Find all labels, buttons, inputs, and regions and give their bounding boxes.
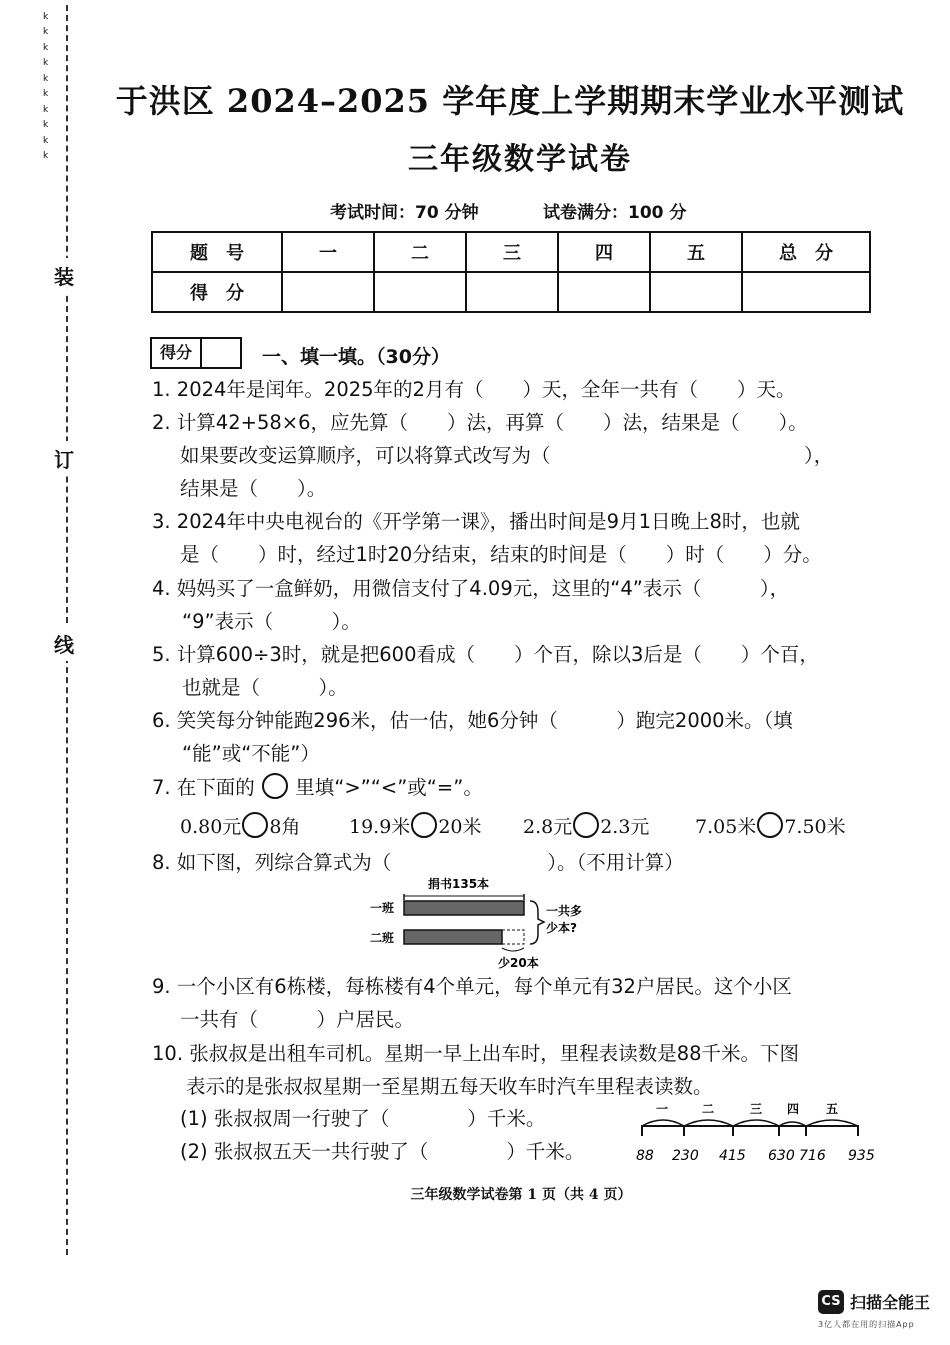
odometer-day-label: 二 [702, 1102, 715, 1116]
odometer-reading: 935 [848, 1148, 875, 1164]
question-7 [152, 773, 483, 802]
odometer-reading: 88 [636, 1148, 654, 1164]
score-table-cell: 题 号 [152, 232, 282, 272]
camscanner-tagline: 3亿人都在用的扫描App [818, 1320, 915, 1329]
class1-bar [404, 901, 524, 915]
compare-left: 0.80元 [180, 816, 242, 838]
compare-left: 19.9米 [349, 816, 411, 838]
question-5: 5. 计算600÷3时，就是把600看成（ ）个百，除以3后是（ ）个百， [152, 643, 819, 666]
question-10: 10. 张叔叔是出租车司机。星期一早上出车时，里程表读数是88千米。下图 [152, 1042, 800, 1065]
margin-tick: k [43, 74, 49, 84]
question-6-line2: “能”或“不能”） [182, 742, 320, 765]
class2-bar [404, 930, 502, 944]
odometer-reading: 716 [799, 1148, 826, 1164]
exam-time: 考试时间：70 分钟 [330, 203, 479, 223]
question-5-line2: 也就是（ ）。 [182, 676, 348, 699]
class2-missing-bar [502, 930, 524, 944]
odometer-line [642, 1126, 858, 1136]
exam-title: 于洪区 2024–2025 学年度上学期期末学业水平测试 [115, 82, 905, 120]
section-title: 一、填一填。（30分） [262, 346, 450, 368]
page-footer: 三年级数学试卷第 1 页（共 4 页） [410, 1187, 632, 1203]
odometer-reading: 415 [719, 1148, 746, 1164]
compare-right: 7.50米 [784, 816, 846, 838]
margin-tick: k [43, 27, 49, 37]
score-table-cell: 三 [466, 232, 558, 272]
score-table-score-row [152, 272, 870, 312]
question-2-line2: 如果要改变运算顺序，可以将算式改写为（ ）， [180, 444, 834, 467]
score-input-cell[interactable] [282, 272, 374, 312]
score-input-cell[interactable] [742, 272, 870, 312]
compare-item [349, 812, 482, 839]
question-7-text-a: 7. 在下面的 [152, 776, 255, 799]
odometer-reading: 630 [768, 1148, 795, 1164]
question-6: 6. 笑笑每分钟能跑296米，估一估，她6分钟（ ）跑完2000米。（填 [152, 709, 793, 732]
diagram-bottom-label: 少20本 [498, 956, 539, 970]
compare-left: 7.05米 [695, 816, 757, 838]
score-table-cell: 五 [650, 232, 742, 272]
exam-subtitle: 三年级数学试卷 [408, 142, 632, 177]
section-score-box [150, 337, 242, 369]
score-input-cell[interactable] [466, 272, 558, 312]
question-10-line2: 表示的是张叔叔星期一至星期五每天收车时汽车里程表读数。 [186, 1075, 713, 1098]
margin-tick: k [43, 12, 49, 22]
book-donation-diagram [360, 872, 610, 972]
diagram-row2-label: 二班 [370, 931, 395, 945]
compare-item [695, 812, 846, 839]
compare-right: 8角 [269, 816, 301, 838]
diagram-brace-label2: 少本? [546, 921, 577, 935]
odometer-day-label: 一 [656, 1102, 669, 1116]
compare-item [180, 812, 300, 839]
diagram-row1-label: 一班 [370, 901, 395, 915]
compare-circle[interactable] [573, 812, 599, 838]
margin-tick: k [43, 120, 49, 130]
score-table-header-row [152, 232, 870, 272]
question-10-part2: (2) 张叔叔五天一共行驶了（ ）千米。 [180, 1140, 585, 1163]
margin-tick: k [43, 58, 49, 68]
question-2: 2. 计算42+58×6，应先算（ ）法，再算（ ）法，结果是（ ）。 [152, 411, 808, 434]
binding-char-ding: 订 [54, 441, 74, 476]
compare-right: 20米 [438, 816, 482, 838]
odometer-diagram [632, 1100, 877, 1166]
binding-char-xian: 线 [54, 626, 74, 661]
question-9-line2: 一共有（ ）户居民。 [180, 1008, 415, 1031]
compare-right: 2.3元 [600, 816, 650, 838]
question-3: 3. 2024年中央电视台的《开学第一课》，播出时间是9月1日晚上8时，也就 [152, 510, 800, 533]
diagram-top-label: 捐书135本 [428, 877, 490, 891]
camscanner-logo: CS [818, 1290, 844, 1314]
score-table-cell: 一 [282, 232, 374, 272]
odometer-day-label: 四 [787, 1102, 800, 1116]
score-table-cell: 总 分 [742, 232, 870, 272]
binding-char-zhuang: 装 [54, 258, 74, 293]
compare-circle[interactable] [757, 812, 783, 838]
margin-tick: k [43, 151, 49, 161]
odometer-day-label: 三 [750, 1102, 763, 1116]
compare-circle[interactable] [242, 812, 268, 838]
question-4: 4. 妈妈买了一盒鲜奶，用微信支付了4.09元，这里的“4”表示（ ）， [152, 577, 790, 600]
question-3-line2: 是（ ）时，经过1时20分结束，结束的时间是（ ）时（ ）分。 [180, 543, 822, 566]
score-table-cell: 四 [558, 232, 650, 272]
question-7-text-b: 里填“>”“<”或“=”。 [295, 776, 483, 799]
diagram-right-brace [530, 901, 544, 944]
margin-tick: k [43, 136, 49, 146]
odometer-reading: 230 [672, 1148, 699, 1164]
score-table-cell: 二 [374, 232, 466, 272]
circle-icon [262, 773, 288, 799]
score-input-cell[interactable] [374, 272, 466, 312]
exam-full-score: 试卷满分：100 分 [543, 203, 687, 223]
question-2-line3: 结果是（ ）。 [180, 477, 327, 500]
score-input-cell[interactable] [650, 272, 742, 312]
margin-tick: k [43, 43, 49, 53]
score-table [151, 231, 871, 313]
question-4-line2: “9”表示（ ）。 [182, 610, 361, 633]
compare-left: 2.8元 [523, 816, 573, 838]
camscanner-name: 扫描全能王 [850, 1293, 931, 1312]
question-1: 1. 2024年是闰年。2025年的2月有（ ）天，全年一共有（ ）天。 [152, 378, 796, 401]
section-score-label: 得分 [152, 339, 202, 367]
question-10-part1: (1) 张叔叔周一行驶了（ ）千米。 [180, 1107, 546, 1130]
score-table-cell: 得 分 [152, 272, 282, 312]
diagram-brace-bottom [502, 948, 524, 951]
diagram-brace-label1: 一共多 [546, 904, 583, 918]
question-9: 9. 一个小区有6栋楼，每栋楼有4个单元，每个单元有32户居民。这个小区 [152, 975, 792, 998]
odometer-day-label: 五 [826, 1102, 839, 1116]
question-8: 8. 如下图，列综合算式为（ ）。（不用计算） [152, 851, 684, 874]
compare-circle[interactable] [411, 812, 437, 838]
margin-tick: k [43, 89, 49, 99]
compare-item [523, 812, 649, 839]
score-input-cell[interactable] [558, 272, 650, 312]
margin-tick: k [43, 105, 49, 115]
